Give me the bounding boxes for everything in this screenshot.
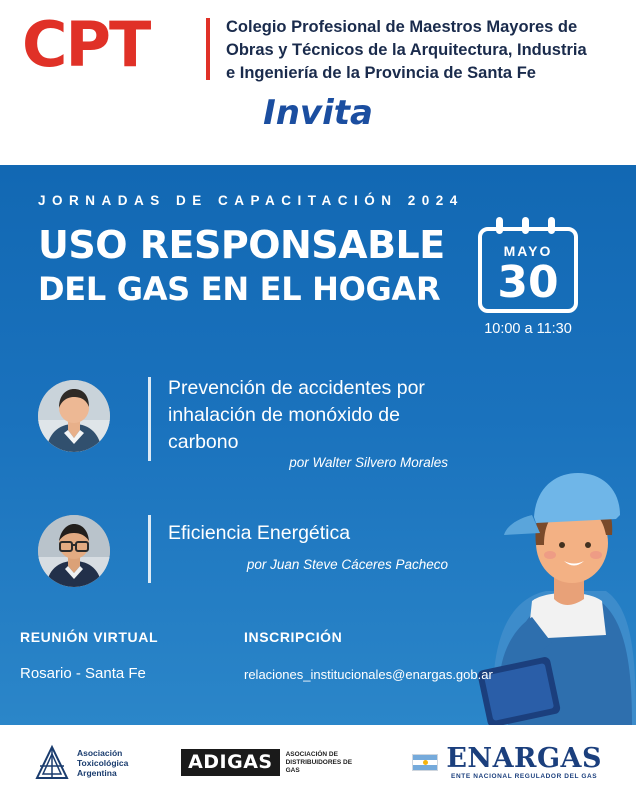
ata-symbol-icon (34, 744, 70, 782)
enargas-text (446, 745, 602, 780)
talk-speaker: por Walter Silvero Morales (289, 455, 448, 470)
poster-footer (0, 725, 636, 800)
meeting-value: Rosario - Santa Fe (20, 665, 146, 682)
argentina-flag-icon (412, 754, 438, 771)
header-divider (206, 18, 210, 80)
ata-line2: Toxicológica (77, 757, 129, 768)
organization-name: Colegio Profesional de Maestros Mayores de Obras y Técnicos de la Arquitectura, Industria e Ingeniería de la Provincia de Santa Fe (226, 18, 587, 82)
calendar-day: 30 (497, 257, 559, 308)
ata-logo (34, 744, 128, 782)
enargas-logo (412, 745, 602, 780)
ata-line1: Asociación (77, 747, 123, 758)
adigas-subtitle: ASOCIACIÓN DE DISTRIBUIDORES DE GAS (285, 750, 353, 774)
header-top-row (14, 10, 622, 85)
calendar-icon (478, 227, 578, 313)
adigas-wordmark: ADIGAS (181, 749, 280, 776)
talk-divider (148, 515, 151, 583)
invita-heading: Invita (263, 93, 373, 133)
avatar (38, 380, 110, 452)
speaker-photo (38, 380, 110, 452)
event-title-line2: DEL GAS EN EL HOGAR (38, 270, 441, 308)
enargas-subtitle: ENTE NACIONAL REGULADOR DEL GAS (451, 773, 598, 780)
speaker-photo (38, 515, 110, 587)
talk-speaker: por Juan Steve Cáceres Pacheco (246, 557, 448, 572)
calendar-month: MAYO (503, 243, 553, 259)
event-title-line1: USO RESPONSABLE (38, 223, 445, 267)
cpt-logo: CPT (22, 8, 150, 81)
event-kicker: JORNADAS DE CAPACITACIÓN 2024 (38, 193, 464, 208)
poster-header (0, 0, 636, 165)
calendar-body (478, 227, 578, 313)
poster-body (0, 165, 636, 725)
talk-divider (148, 377, 151, 461)
adigas-logo (181, 749, 360, 776)
meeting-label: REUNIÓN VIRTUAL (20, 629, 159, 645)
ata-line3: Argentina (77, 767, 117, 778)
enargas-wordmark: ENARGAS (446, 743, 602, 774)
avatar (38, 515, 110, 587)
ata-text (77, 748, 128, 778)
registration-email[interactable]: relaciones_institucionales@enargas.gob.ar (244, 667, 493, 682)
event-time: 10:00 a 11:30 (484, 321, 572, 337)
talk-title: Prevención de accidentes por inhalación de monóxido de carbono (168, 377, 425, 453)
talk-title: Eficiencia Energética (168, 522, 351, 544)
registration-label: INSCRIPCIÓN (244, 629, 343, 645)
